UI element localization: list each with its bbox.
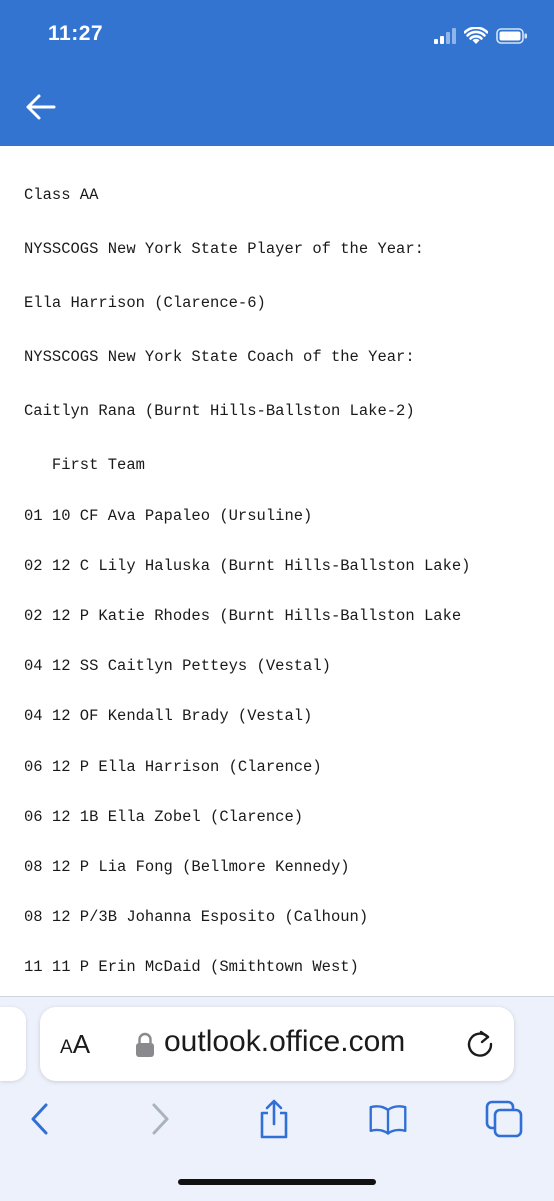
bookmarks-icon: [368, 1101, 408, 1137]
nav-back-button[interactable]: [20, 1099, 60, 1139]
roster-row: 02 12 C Lily Haluska (Burnt Hills-Ballston Lake): [24, 557, 471, 575]
roster-row: 04 12 SS Caitlyn Petteys (Vestal): [24, 657, 331, 675]
address-bar[interactable]: [40, 1007, 514, 1081]
share-icon: [256, 1098, 292, 1140]
text-line: Ella Harrison (Clarence-6): [24, 294, 266, 312]
roster-row: 01 10 CF Ava Papaleo (Ursuline): [24, 507, 313, 525]
email-body: [0, 146, 554, 996]
roster-row: 06 12 P Ella Harrison (Clarence): [24, 758, 322, 776]
tabs-button[interactable]: [484, 1099, 524, 1139]
text-line: Caitlyn Rana (Burnt Hills-Ballston Lake-2): [24, 402, 415, 420]
url-text[interactable]: outlook.office.com: [164, 1025, 406, 1058]
lock-icon: [135, 1032, 155, 1058]
aa-large-label: A: [72, 1029, 91, 1059]
text-line: Class AA: [24, 186, 99, 204]
share-button[interactable]: [254, 1099, 294, 1139]
signal-icon: [434, 28, 456, 44]
aa-small-label: A: [60, 1037, 73, 1058]
previous-tab-preview[interactable]: [0, 1007, 26, 1081]
chevron-right-icon: [148, 1102, 172, 1136]
bookmarks-button[interactable]: [368, 1099, 408, 1139]
battery-icon: [496, 28, 528, 44]
reload-icon[interactable]: [464, 1027, 496, 1059]
wifi-icon: [464, 27, 488, 45]
status-icons: [434, 24, 528, 48]
chevron-left-icon: [28, 1102, 52, 1136]
browser-toolbar: [0, 996, 554, 1201]
roster-row: 06 12 1B Ella Zobel (Clarence): [24, 808, 304, 826]
text-line: NYSSCOGS New York State Coach of the Year:: [24, 348, 415, 366]
home-indicator[interactable]: [178, 1179, 376, 1185]
roster-row: 08 12 P/3B Johanna Esposito (Calhoun): [24, 908, 369, 926]
roster-row: 11 11 P Erin McDaid (Smithtown West): [24, 958, 359, 976]
roster-row: 02 12 P Katie Rhodes (Burnt Hills-Ballston Lake: [24, 607, 462, 625]
reader-options-button[interactable]: [60, 1029, 90, 1060]
back-arrow-icon[interactable]: [24, 90, 58, 124]
app-header: [0, 0, 554, 146]
text-line: NYSSCOGS New York State Player of the Year:: [24, 240, 424, 258]
section-heading: First Team: [24, 456, 145, 474]
status-time: 11:27: [48, 22, 104, 45]
nav-forward-button[interactable]: [140, 1099, 180, 1139]
roster-row: 08 12 P Lia Fong (Bellmore Kennedy): [24, 858, 350, 876]
tabs-icon: [484, 1099, 524, 1139]
roster-row: 04 12 OF Kendall Brady (Vestal): [24, 707, 313, 725]
